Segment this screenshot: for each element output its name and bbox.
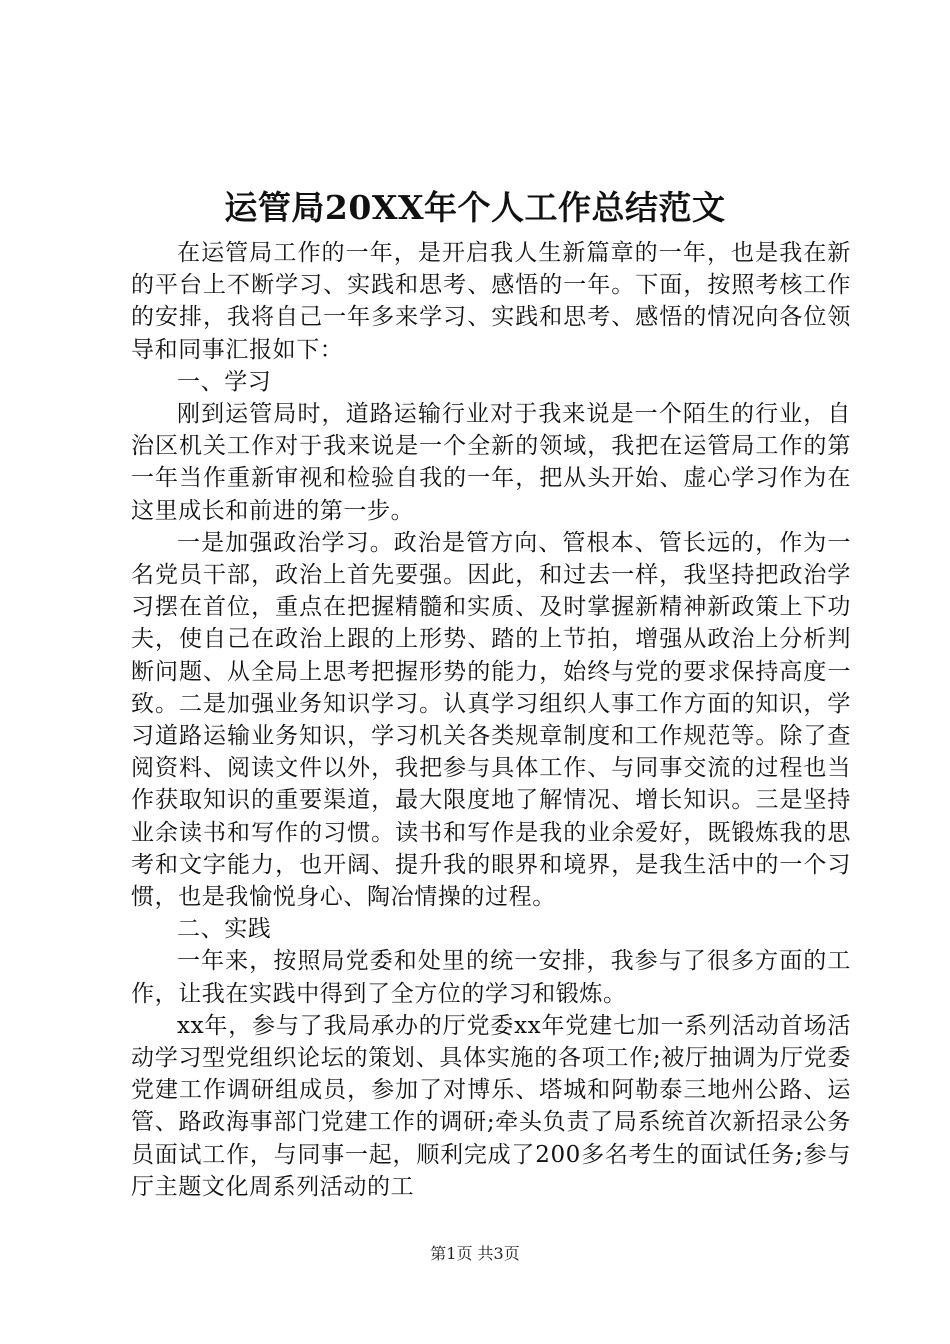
document-body bbox=[131, 237, 851, 1203]
practice-paragraph-2: xx年，参与了我局承办的厅党委xx年党建七加一系列活动首场活动学习型党组织论坛的策划、具体实施的各项工作;被厅抽调为厅党委党建工作调研组成员，参加了对博乐、塔城和阿勒泰三地州公路、运管、路政海事部门党建工作的调研;牵头负责了局系统首次新招录公务员面试工作，与同事一起，顺利完成了200多名考生的面试任务;参与厅主题文化周系列活动的工 bbox=[131, 1012, 851, 1200]
intro-paragraph: 在运管局工作的一年，是开启我人生新篇章的一年，也是我在新的平台上不断学习、实践和思考、感悟的一年。下面，按照考核工作的安排，我将自己一年多来学习、实践和思考、感悟的情况向各位领导和同事汇报如下： bbox=[131, 240, 851, 363]
page-number-footer: 第1页 共3页 bbox=[430, 1244, 520, 1263]
document-title: 运管局20XX年个人工作总结范文 bbox=[224, 188, 726, 227]
study-paragraph-1: 刚到运管局时，道路运输行业对于我来说是一个陌生的行业，自治区机关工作对于我来说是一个全新的领域，我把在运管局工作的第一年当作重新审视和检验自我的一年，把从头开始、虚心学习作为在这里成长和前进的第一步。 bbox=[131, 401, 851, 524]
practice-paragraph-1: 一年来，按照局党委和处里的统一安排，我参与了很多方面的工作，让我在实践中得到了全方位的学习和锻炼。 bbox=[131, 948, 851, 1007]
section-heading-study: 一、学习 bbox=[177, 368, 272, 395]
section-heading-practice: 二、实践 bbox=[177, 916, 272, 943]
study-paragraph-2: 一是加强政治学习。政治是管方向、管根本、管长远的，作为一名党员干部，政治上首先要强。因此，和过去一样，我坚持把政治学习摆在首位，重点在把握精髓和实质、及时掌握新精神新政策上下功夫，使自己在政治上跟的上形势、踏的上节拍，增强从政治上分析判断问题、从全局上思考把握形势的能力，始终与党的要求保持高度一致。二是加强业务知识学习。认真学习组织人事工作方面的知识，学习道路运输业务知识，学习机关各类规章制度和工作规范等。除了查阅资料、阅读文件以外，我把参与具体工作、与同事交流的过程也当作获取知识的重要渠道，最大限度地了解情况、增长知识。三是坚持业余读书和写作的习惯。读书和写作是我的业余爱好，既锻炼我的思考和文字能力，也开阔、提升我的眼界和境界，是我生活中的一个习惯，也是我愉悦身心、陶冶情操的过程。 bbox=[131, 529, 851, 911]
